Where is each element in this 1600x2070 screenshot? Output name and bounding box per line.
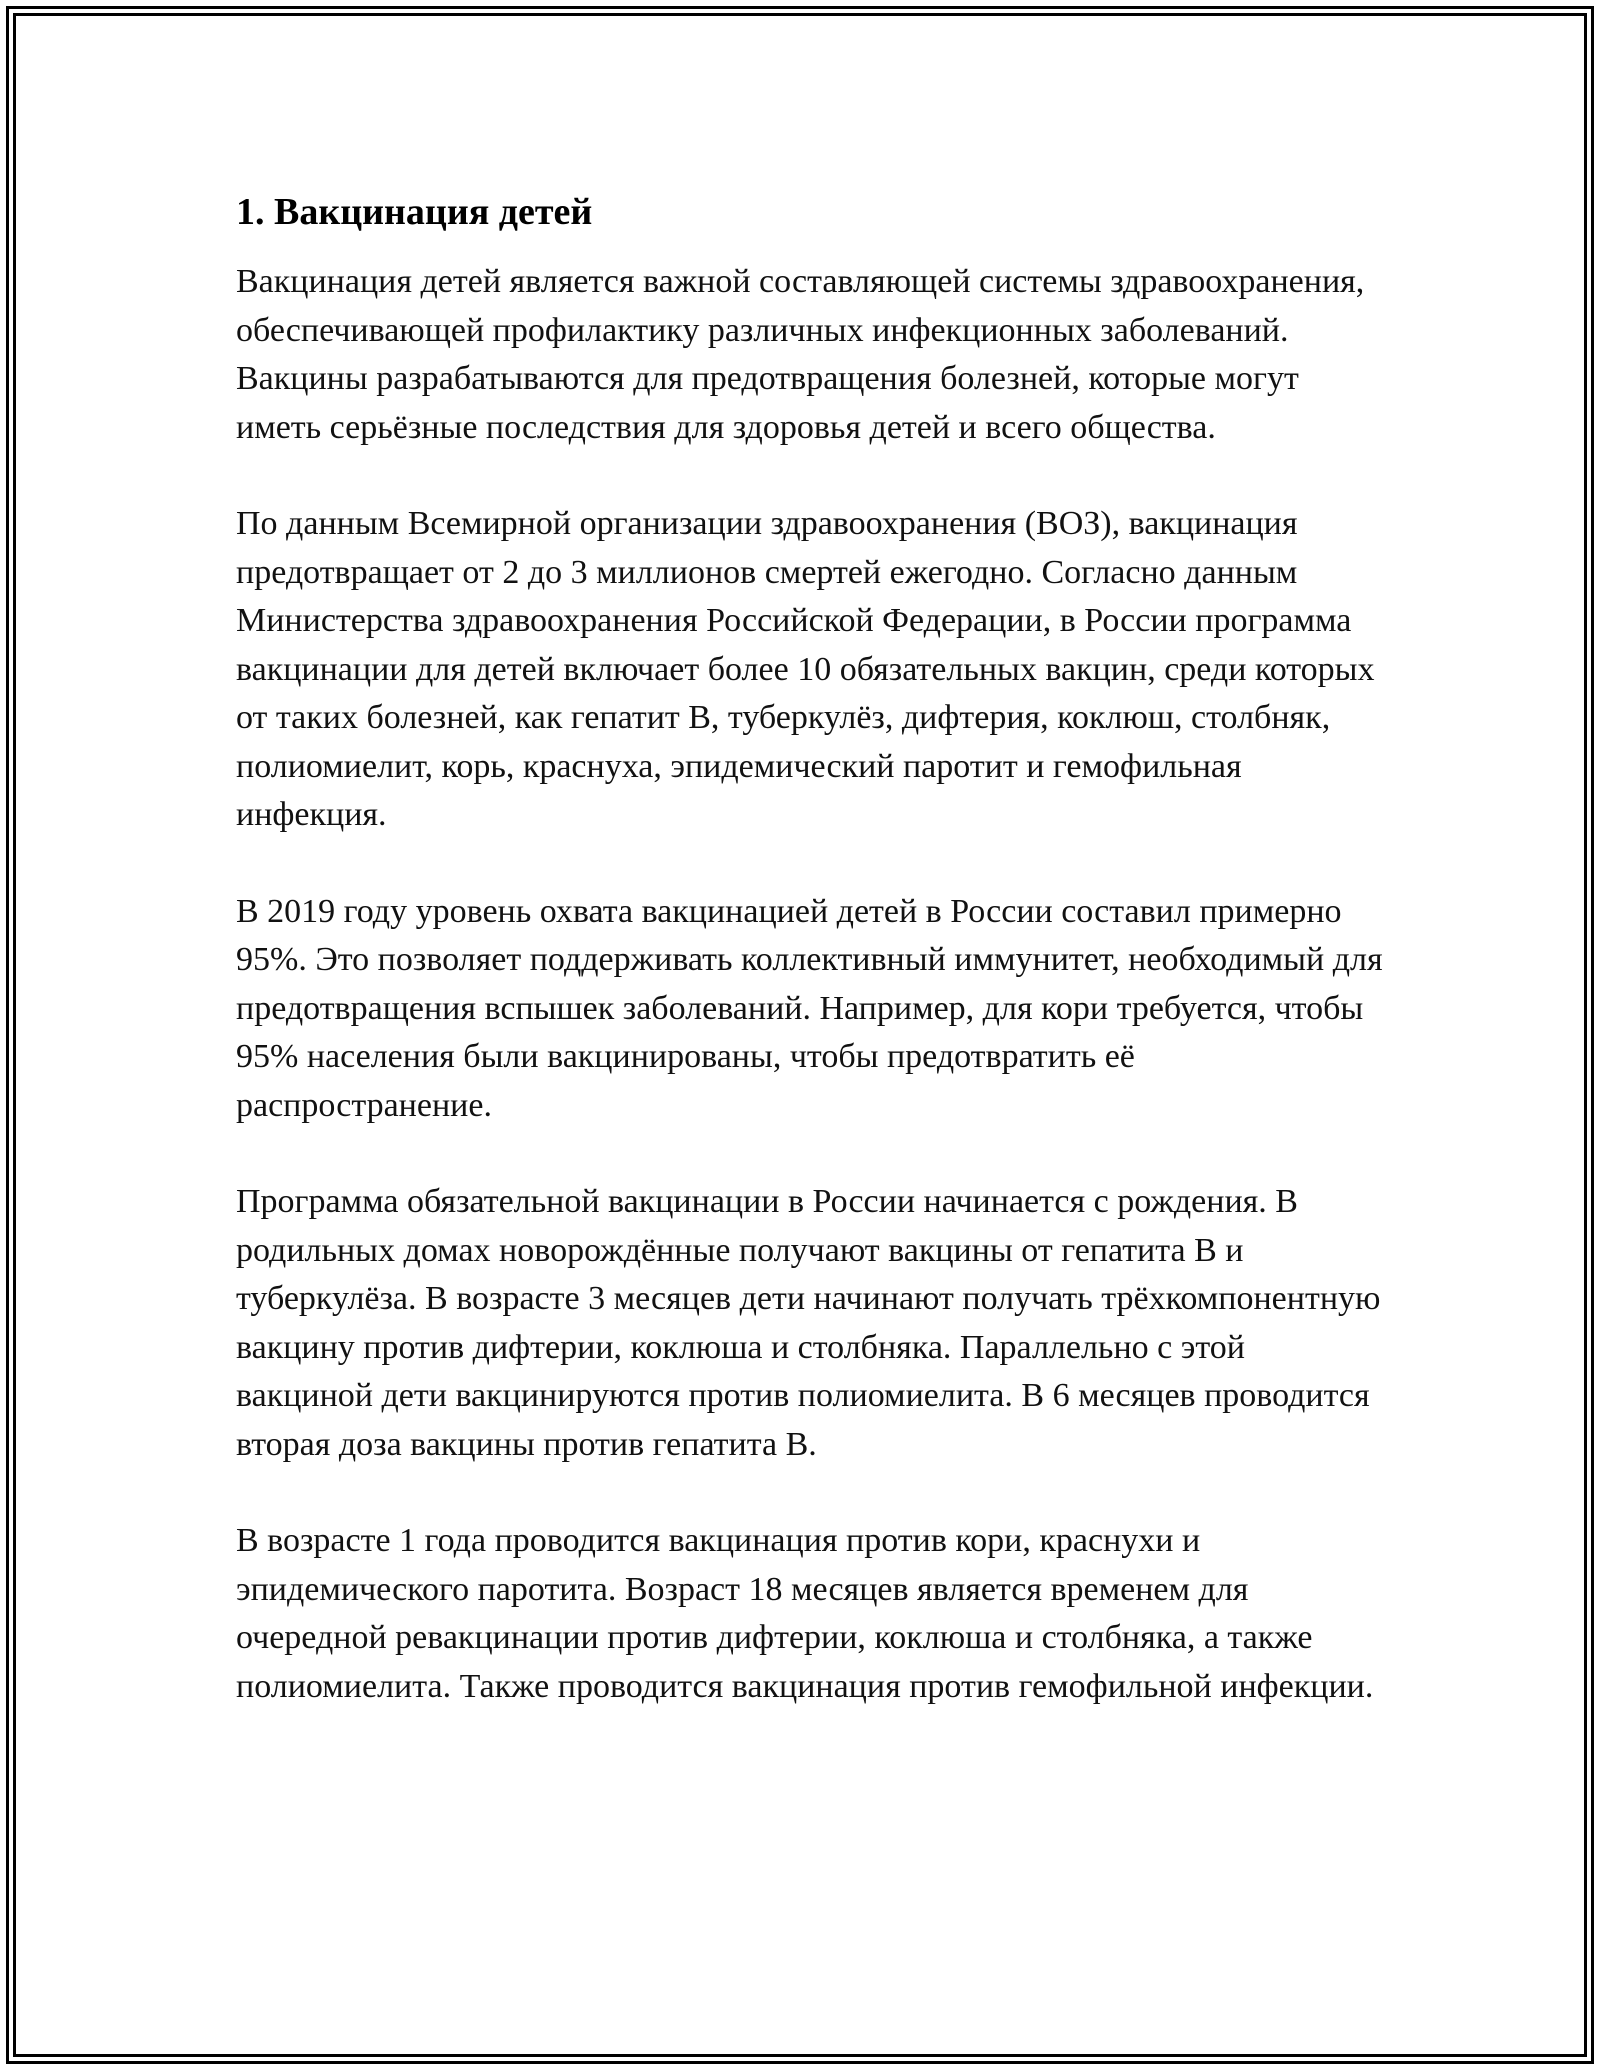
- paragraph-who-statistics: По данным Всемирной организации здравоохранения (ВОЗ), вакцинация предотвращает от 2 до 3 миллионов смертей ежегодно. Согласно данным Министерства здравоохранения Российской Федерации, в России программа вакцинации для детей включает более 10 обязательных вакцин, среди которых от таких болезней, как гепатит B, туберкулёз, дифтерия, коклюш, столбняк, полиомиелит, корь, краснуха, эпидемический паротит и гемофильная инфекция.: [236, 505, 1375, 833]
- paragraph-schedule-infancy: Программа обязательной вакцинации в России начинается с рождения. В родильных домах новорождённые получают вакцины от гепатита B и туберкулёза. В возрасте 3 месяцев дети начинают получать трёхкомпонентную вакцину против дифтерии, коклюша и столбняка. Параллельно с этой вакциной дети вакцинируются против полиомиелита. В 6 месяцев проводится вторая доза вакцины против гепатита B.: [236, 1183, 1381, 1463]
- section-heading: 1. Вакцинация детей: [236, 191, 593, 233]
- paragraph-coverage-2019: В 2019 году уровень охвата вакцинацией детей в России составил примерно 95%. Это позволяет поддерживать коллективный иммунитет, необходимый для предотвращения вспышек заболеваний. Например, для кори требуется, чтобы 95% населения были вакцинированы, чтобы предотвратить её распространение.: [236, 892, 1383, 1124]
- paragraph-schedule-toddler: В возрасте 1 года проводится вакцинация против кори, краснухи и эпидемического паротита. Возраст 18 месяцев является временем для очередной ревакцинации против дифтерии, коклюша и столбняка, а также полиомиелита. Также проводится вакцинация против гемофильной инфекции.: [236, 1522, 1374, 1705]
- document-body: [236, 186, 1386, 1759]
- paragraph-intro: Вакцинация детей является важной составляющей системы здравоохранения, обеспечивающей профилактику различных инфекционных заболеваний. Вакцины разрабатываются для предотвращения болезней, которые могут иметь серьёзные последствия для здоровья детей и всего общества.: [236, 263, 1365, 446]
